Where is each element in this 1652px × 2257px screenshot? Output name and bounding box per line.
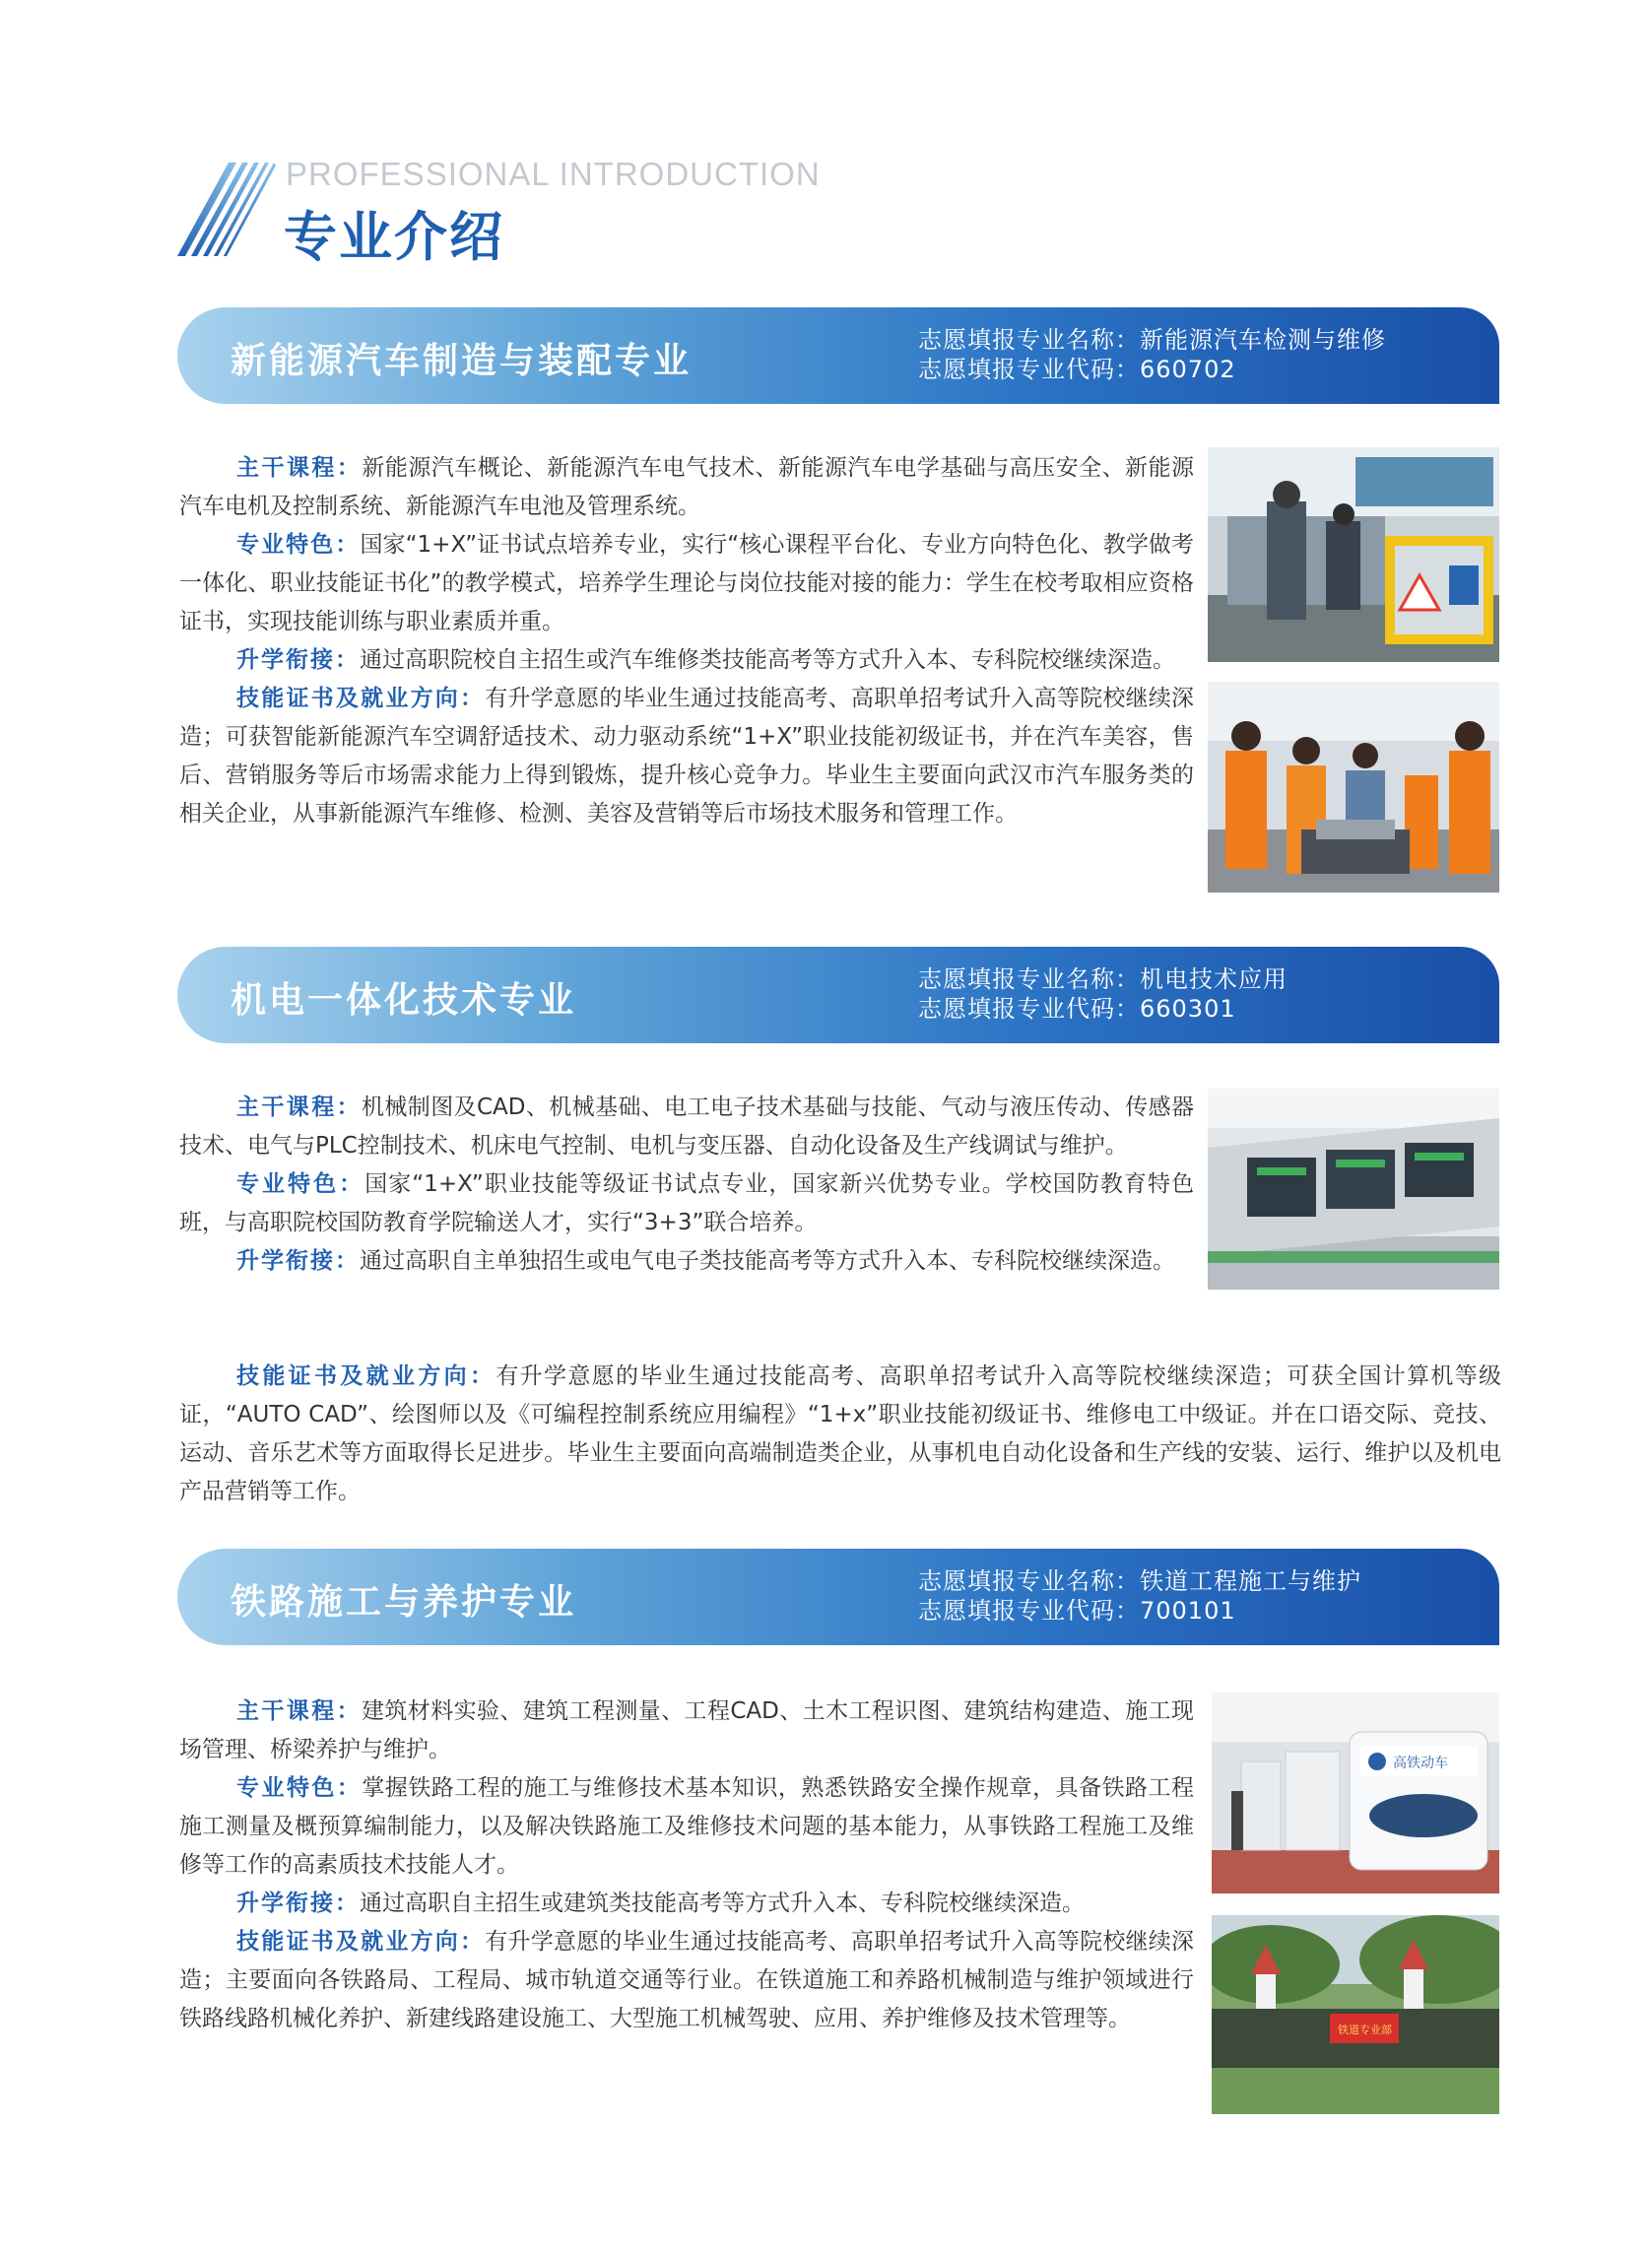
paragraph-certificates — [179, 1358, 1501, 1511]
photo-students-engine — [1208, 682, 1499, 893]
paragraph-certificates — [179, 1923, 1194, 2038]
text-further-study: 通过高职自主单独招生或电气电子类技能高考等方式升入本、专科院校继续深造。 — [360, 1248, 1175, 1274]
label-features: 专业特色： — [236, 1171, 365, 1197]
major-name: 志愿填报专业名称：机电技术应用 — [918, 965, 1288, 993]
label-further-study: 升学衔接： — [236, 1891, 360, 1916]
label-features: 专业特色： — [236, 532, 361, 558]
paragraph-features — [179, 526, 1194, 641]
label-certificates: 技能证书及就业方向： — [236, 1363, 496, 1389]
paragraph-further-study — [179, 1242, 1194, 1281]
text-further-study: 通过高职院校自主招生或汽车维修类技能高考等方式升入本、专科院校继续深造。 — [360, 647, 1175, 673]
label-main-courses: 主干课程： — [236, 1698, 362, 1724]
label-main-courses: 主干课程： — [236, 1095, 362, 1120]
text-main-courses: 建筑材料实验、建筑工程测量、工程CAD、土木工程识图、建筑结构建造、施工现场管理、桥梁养护与维护。 — [179, 1698, 1195, 1762]
paragraph-features — [179, 1165, 1194, 1242]
paragraph-main-courses — [179, 1089, 1194, 1165]
train-logo-text: 高铁动车 — [1393, 1756, 1448, 1771]
major-name: 志愿填报专业名称：铁道工程施工与维护 — [918, 1567, 1361, 1595]
text-features: 掌握铁路工程的施工与维修技术基本知识，熟悉铁路安全操作规章，具备铁路工程施工测量及概预算编制能力，以及解决铁路施工及维修技术问题的基本能力，从事铁路工程施工及维修等工作的高素质技术技能人才。 — [179, 1775, 1195, 1878]
paragraph-further-study — [179, 1885, 1194, 1923]
section-body-railway — [179, 1693, 1194, 2038]
section-info — [918, 325, 1386, 384]
photo-workshop-lab — [1208, 447, 1499, 662]
section-body-mechatronics-bottom — [179, 1358, 1501, 1511]
text-further-study: 通过高职自主招生或建筑类技能高考等方式升入本、专科院校继续深造。 — [360, 1891, 1085, 1916]
major-code: 志愿填报专业代码：700101 — [918, 1597, 1236, 1625]
header-english-title: PROFESSIONAL INTRODUCTION — [286, 156, 821, 192]
photo-students-group-outdoor — [1212, 1915, 1499, 2114]
section-banner-railway — [177, 1549, 1499, 1645]
major-name: 志愿填报专业名称：新能源汽车检测与维修 — [918, 326, 1386, 354]
label-further-study: 升学衔接： — [236, 1248, 360, 1274]
section-info — [918, 964, 1288, 1024]
paragraph-main-courses — [179, 449, 1194, 526]
label-features: 专业特色： — [236, 1775, 363, 1801]
section-banner-mechatronics — [177, 947, 1499, 1043]
section-banner-new-energy — [177, 307, 1499, 404]
major-code: 志愿填报专业代码：660702 — [918, 356, 1236, 383]
label-further-study: 升学衔接： — [236, 647, 360, 673]
text-features: 国家“1+X”职业技能等级证书试点专业，国家新兴优势专业。学校国防教育特色班，与高职院校国防教育学院输送人才，实行“3+3”联合培养。 — [179, 1171, 1195, 1235]
section-title: 新能源汽车制造与装配专业 — [231, 341, 693, 381]
text-certificates: 有升学意愿的毕业生通过技能高考、高职单招考试升入高等院校继续深造；可获全国计算机等级证，“AUTO CAD”、绘图师以及《可编程控制系统应用编程》“1+x”职业技能初级证书、维修电工中级证。并在口语交际、竞技、运动、音乐艺术等方面取得长足进步。毕业生主要面向高端制造类企业，从事机电自动化设备和生产线的安装、运行、维护以及机电产品营销等工作。 — [179, 1363, 1502, 1504]
section-title: 机电一体化技术专业 — [231, 980, 577, 1021]
section-info — [918, 1566, 1361, 1626]
header-stripes-logo — [177, 163, 276, 256]
paragraph-certificates — [179, 680, 1194, 833]
header-chinese-title: 专业介绍 — [284, 206, 504, 268]
paragraph-main-courses — [179, 1693, 1194, 1769]
label-certificates: 技能证书及就业方向： — [236, 686, 486, 711]
label-main-courses: 主干课程： — [236, 455, 363, 481]
text-main-courses: 机械制图及CAD、机械基础、电工电子技术基础与技能、气动与液压传动、传感器技术、电气与PLC控制技术、机床电气控制、电机与变压器、自动化设备及生产线调试与维护。 — [179, 1095, 1195, 1159]
label-certificates: 技能证书及就业方向： — [236, 1929, 486, 1955]
paragraph-further-study — [179, 641, 1194, 680]
photo-plc-training-benches — [1208, 1089, 1499, 1290]
paragraph-features — [179, 1769, 1194, 1885]
text-certificates: 有升学意愿的毕业生通过技能高考、高职单招考试升入高等院校继续深造；主要面向各铁路局、工程局、城市轨道交通等行业。在铁道施工和养路机械制造与维护领域进行铁路线路机械化养护、新建线路建设施工、大型施工机械驾驶、应用、养护维修及技术管理等。 — [179, 1929, 1195, 2031]
photo-high-speed-train-simulator — [1212, 1693, 1499, 1893]
section-body-mechatronics-top — [179, 1089, 1194, 1281]
section-title: 铁路施工与养护专业 — [231, 1582, 577, 1623]
section-body-new-energy — [179, 449, 1194, 833]
photo-banner-text: 铁道专业部 — [1338, 2024, 1392, 2036]
text-features: 国家“1+X”证书试点培养专业，实行“核心课程平台化、专业方向特色化、教学做考一体化、职业技能证书化”的教学模式，培养学生理论与岗位技能对接的能力：学生在校考取相应资格证书，实现技能训练与职业素质并重。 — [179, 532, 1194, 634]
text-main-courses: 新能源汽车概论、新能源汽车电气技术、新能源汽车电学基础与高压安全、新能源汽车电机及控制系统、新能源汽车电池及管理系统。 — [179, 455, 1195, 519]
major-code: 志愿填报专业代码：660301 — [918, 995, 1236, 1023]
text-certificates: 有升学意愿的毕业生通过技能高考、高职单招考试升入高等院校继续深造；可获智能新能源汽车空调舒适技术、动力驱动系统“1+X”职业技能初级证书，并在汽车美容，售后、营销服务等后市场需求能力上得到锻炼，提升核心竞争力。毕业生主要面向武汉市汽车服务类的相关企业，从事新能源汽车维修、检测、美容及营销等后市场技术服务和管理工作。 — [179, 686, 1195, 827]
